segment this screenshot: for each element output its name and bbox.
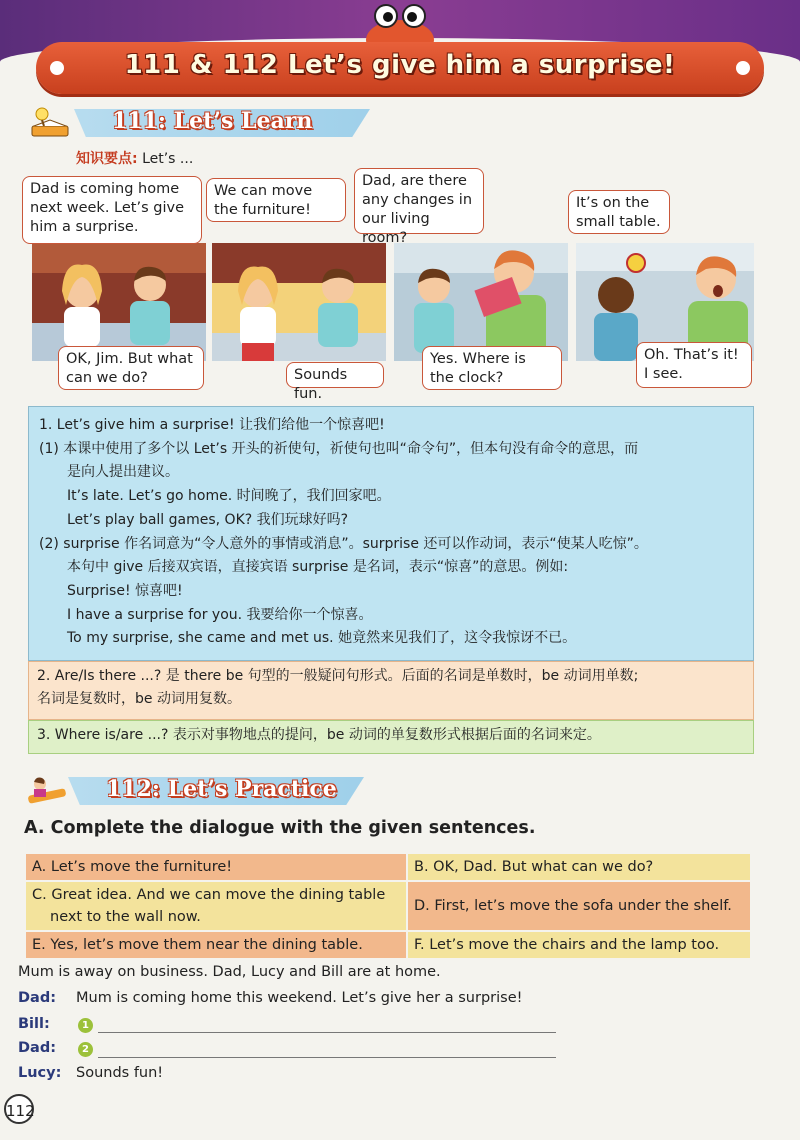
grammar-note-3 xyxy=(28,720,754,754)
grammar-note-2 xyxy=(28,661,754,720)
girl-boy-illustration xyxy=(32,243,206,361)
speaker-name: Dad: xyxy=(18,990,56,1006)
speaker-name: Bill: xyxy=(18,1016,50,1032)
option-c xyxy=(26,882,406,930)
dialogue-intro: Mum is away on business. Dad, Lucy and Bill are at home. xyxy=(18,964,441,980)
blank-number-1: 1 xyxy=(78,1018,93,1033)
blank-number-2: 2 xyxy=(78,1042,93,1057)
note-1-point-2b: 本句中 give 后接双宾语，直接宾语 surprise 是名词，表示“惊喜”的意思。例如: xyxy=(67,559,569,576)
speech-bubble: It’s on the small table. xyxy=(568,190,670,234)
speech-bubble: Dad is coming home next week. Let’s give him a surprise. xyxy=(22,176,202,244)
note-2-line-b: 名词是复数时，be 动词用复数。 xyxy=(37,691,241,707)
knowledge-text: Let’s ... xyxy=(142,151,194,167)
grammar-notes-box xyxy=(28,406,754,661)
note-example: To my surprise, she came and met us. 她竟然来见我们了，这令我惊讶不已。 xyxy=(67,630,577,647)
pencil-kid-icon xyxy=(22,774,70,808)
option-b: B. OK, Dad. But what can we do? xyxy=(408,854,750,880)
answer-blank-1[interactable] xyxy=(98,1032,556,1033)
dialogue-line xyxy=(18,1016,76,1032)
learn-heading: 111: Let’s Learn xyxy=(112,108,313,134)
practice-section-header xyxy=(22,774,382,808)
mascot-eyes-icon xyxy=(360,0,440,46)
option-e: E. Yes, let’s move them near the dining table. xyxy=(26,932,406,958)
note-1-point-1a: (1) 本课中使用了多个以 Let’s 开头的祈使句，祈使句也叫“命令句”，但本句没有命令的意思，而 xyxy=(39,440,639,457)
note-3-line: 3. Where is/are ...? 表示对事物地点的提问，be 动词的单复数形式根据后面的名词来定。 xyxy=(37,727,601,743)
banner-right-dot xyxy=(736,61,750,75)
note-example: It’s late. Let’s go home. 时间晚了，我们回家吧。 xyxy=(67,488,391,505)
speech-bubble: Dad, are there any changes in our living room? xyxy=(354,168,484,234)
note-example: I have a surprise for you. 我要给你一个惊喜。 xyxy=(67,606,373,623)
title-banner xyxy=(36,42,764,94)
option-f: F. Let’s move the chairs and the lamp too. xyxy=(408,932,750,958)
speech-bubble: OK, Jim. But what can we do? xyxy=(58,346,204,390)
speaker-name: Lucy: xyxy=(18,1065,62,1081)
learn-section-header xyxy=(28,106,388,140)
note-2-line-a: 2. Are/Is there ...? 是 there be 句型的一般疑问句形式。后面的名词是单数时，be 动词用单数; xyxy=(37,668,639,684)
option-c-line-1: C. Great idea. And we can move the dining table xyxy=(32,887,386,903)
book-lamp-icon xyxy=(28,106,72,140)
page-number: 112 xyxy=(4,1094,34,1124)
knowledge-point xyxy=(76,148,193,168)
speech-bubble: Sounds fun. xyxy=(286,362,384,388)
option-c-line-2: next to the wall now. xyxy=(50,909,201,925)
note-1-title: 1. Let’s give him a surprise! 让我们给他一个惊喜吧! xyxy=(39,417,385,433)
comic-panel-2 xyxy=(212,243,386,361)
kids-talking-illustration xyxy=(212,243,386,361)
knowledge-label: 知识要点: xyxy=(76,151,138,167)
practice-heading: 112: Let’s Practice xyxy=(106,776,337,802)
dialogue-line xyxy=(18,1065,163,1081)
exercise-title: A. Complete the dialogue with the given sentences. xyxy=(24,818,536,838)
note-example: Let’s play ball games, OK? 我们玩球好吗? xyxy=(67,511,349,528)
note-1-point-1b: 是向人提出建议。 xyxy=(67,464,179,481)
option-a: A. Let’s move the furniture! xyxy=(26,854,406,880)
comic-panel-3 xyxy=(394,243,568,361)
line-text: Sounds fun! xyxy=(76,1065,164,1081)
speaker-name: Dad: xyxy=(18,1040,56,1056)
line-text: Mum is coming home this weekend. Let’s give her a surprise! xyxy=(76,990,523,1006)
page-title: 111 & 112 Let’s give him a surprise! xyxy=(124,50,676,80)
answer-blank-2[interactable] xyxy=(98,1057,556,1058)
speech-bubble: Yes. Where is the clock? xyxy=(422,346,562,390)
dialogue-line xyxy=(18,1040,76,1056)
option-d: D. First, let’s move the sofa under the shelf. xyxy=(408,882,750,930)
dad-boy-illustration xyxy=(394,243,568,361)
comic-panel-1 xyxy=(32,243,206,361)
note-example: Surprise! 惊喜吧! xyxy=(67,582,183,599)
speech-bubble: Oh. That’s it! I see. xyxy=(636,342,752,388)
dialogue-line xyxy=(18,990,522,1006)
note-1-point-2a: (2) surprise 作名词意为“令人意外的事情或消息”。surprise 还可以作动词，表示“使某人吃惊”。 xyxy=(39,535,648,552)
speech-bubble: We can move the furniture! xyxy=(206,178,346,222)
